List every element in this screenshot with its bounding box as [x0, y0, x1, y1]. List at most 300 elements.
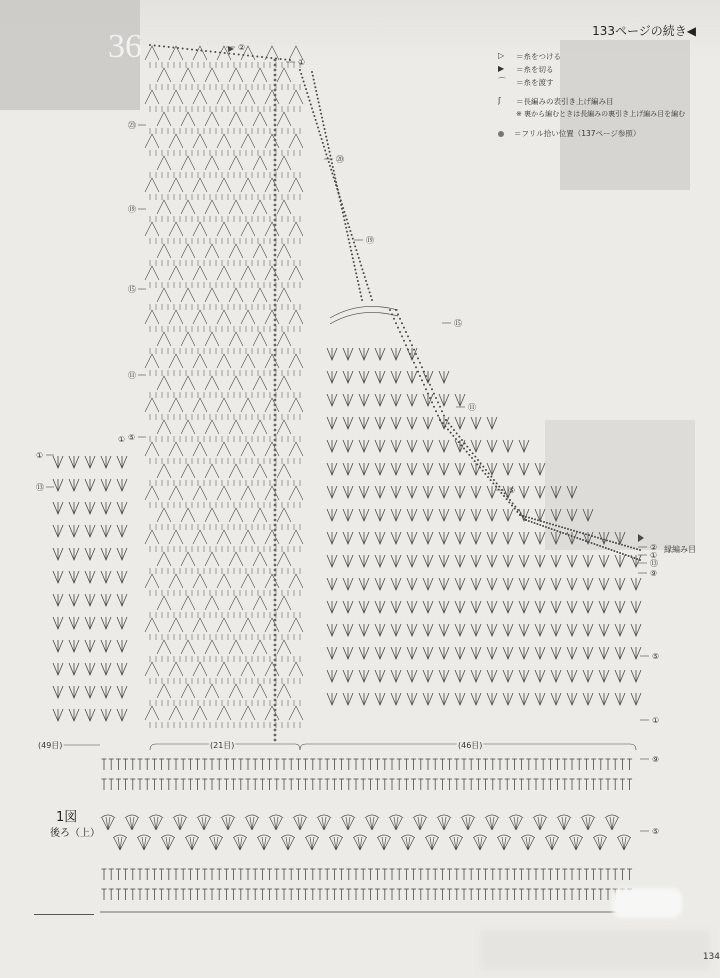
lace-diamond [181, 68, 195, 82]
lace-diamond [169, 310, 183, 324]
chain-stitch [314, 82, 316, 84]
lace-diamond [157, 200, 171, 214]
chain-stitch [177, 47, 179, 49]
shell-stitch-arc [101, 815, 115, 818]
chain-stitch [612, 541, 614, 543]
chain-stitch [314, 86, 316, 88]
lace-diamond [193, 354, 207, 368]
lace-diamond [253, 596, 267, 610]
chain-stitch [490, 479, 492, 481]
chain-stitch [324, 132, 326, 134]
chain-stitch [339, 196, 341, 198]
chain-stitch [599, 545, 601, 547]
shell-stitch-arc [305, 835, 319, 838]
frill-pickup-dot [274, 554, 277, 557]
figure-title: 1図 [56, 810, 78, 825]
chain-stitch [484, 473, 486, 475]
chain-stitch [252, 55, 254, 57]
lace-diamond [193, 398, 207, 412]
lace-diamond [229, 464, 243, 478]
lace-diamond [169, 442, 183, 456]
lace-diamond [241, 618, 255, 632]
lace-diamond [169, 618, 183, 632]
chain-stitch [559, 531, 561, 533]
shell-stitch-arc [365, 815, 379, 818]
chain-stitch [480, 462, 482, 464]
cut-yarn-icon [638, 534, 644, 542]
lace-diamond [289, 222, 303, 236]
shell-stitch [330, 837, 342, 850]
frill-pickup-dot [274, 109, 277, 112]
lace-diamond [253, 464, 267, 478]
chain-stitch [576, 531, 578, 533]
chain-stitch [570, 529, 572, 531]
page-number: 134 [702, 952, 720, 962]
frill-pickup-dot [274, 434, 277, 437]
chain-stitch [350, 250, 352, 252]
chain-stitch [306, 92, 308, 94]
chain-stitch [344, 219, 346, 221]
chain-stitch [525, 516, 527, 518]
frill-pickup-dot [274, 279, 277, 282]
chain-stitch [369, 291, 371, 293]
shell-stitch [594, 837, 606, 850]
chain-stitch [358, 284, 360, 286]
frill-pickup-dot [274, 294, 277, 297]
chain-stitch [417, 371, 419, 373]
row-marker-left: ① [118, 435, 126, 444]
chain-stitch [630, 546, 632, 548]
chain-stitch [319, 109, 321, 111]
frill-pickup-dot [274, 174, 277, 177]
frill-pickup-dot [274, 199, 277, 202]
lace-diamond [277, 684, 291, 698]
row-marker-left: ⑲ [128, 205, 136, 214]
frill-pickup-dot [274, 454, 277, 457]
lace-diamond [265, 574, 279, 588]
chain-stitch [300, 73, 302, 75]
lace-diamond [205, 68, 219, 82]
chain-stitch [487, 476, 489, 478]
row-marker-right: ② [238, 43, 246, 52]
chain-stitch [423, 384, 425, 386]
chain-stitch [407, 335, 409, 337]
chain-stitch [319, 134, 321, 136]
chain-stitch [349, 242, 351, 244]
frill-pickup-dot [274, 394, 277, 397]
lace-diamond [181, 332, 195, 346]
lace-diamond [181, 288, 195, 302]
chain-stitch [332, 166, 334, 168]
lace-diamond [157, 288, 171, 302]
count-mid: (21目) [210, 741, 235, 750]
chain-stitch [534, 518, 536, 520]
lace-diamond [289, 574, 303, 588]
chain-stitch [333, 176, 335, 178]
neck-chain [330, 306, 398, 318]
chain-stitch [431, 401, 433, 403]
shell-stitch-arc [197, 815, 211, 818]
frill-pickup-dot [274, 134, 277, 137]
row-marker-right: ⑤ [652, 652, 660, 661]
chain-stitch [546, 522, 548, 524]
chain-stitch [415, 353, 417, 355]
chain-stitch [579, 532, 581, 534]
chain-stitch [531, 521, 533, 523]
frill-pickup-dot [274, 419, 277, 422]
lace-diamond [217, 310, 231, 324]
chain-stitch [346, 231, 348, 233]
lace-diamond [289, 530, 303, 544]
chain-stitch [311, 107, 313, 109]
chain-stitch [289, 59, 291, 61]
shell-stitch-arc [413, 815, 427, 818]
legend-label: ＝フリル拾い位置（137ページ参照） [514, 128, 641, 138]
shell-stitch-arc [353, 835, 367, 838]
lace-diamond [217, 222, 231, 236]
lace-diamond [181, 684, 195, 698]
chain-stitch [531, 518, 533, 520]
lace-diamond [157, 464, 171, 478]
lace-diamond [289, 310, 303, 324]
lace-diamond [289, 486, 303, 500]
chain-stitch [568, 534, 570, 536]
lace-diamond [181, 420, 195, 434]
frill-pickup-dot [274, 374, 277, 377]
lace-diamond [253, 288, 267, 302]
lace-diamond [241, 310, 255, 324]
count-left: (49目) [38, 741, 63, 750]
frill-pickup-dot [274, 604, 277, 607]
chain-stitch [357, 253, 359, 255]
frill-pickup-dot [274, 409, 277, 412]
corner-number: 36 [108, 28, 142, 65]
chain-stitch [445, 419, 447, 421]
chain-stitch [409, 353, 411, 355]
chain-stitch [316, 123, 318, 125]
lace-diamond [145, 266, 159, 280]
chain-stitch [349, 230, 351, 232]
shell-stitch-arc [173, 815, 187, 818]
frill-pickup-dot [274, 479, 277, 482]
lace-diamond [289, 398, 303, 412]
frill-pickup-dot [274, 709, 277, 712]
chain-stitch [639, 559, 641, 561]
shell-stitch-arc [497, 835, 511, 838]
chain-stitch [468, 454, 470, 456]
lace-diamond [157, 508, 171, 522]
chain-stitch [315, 119, 317, 121]
shell-stitch-arc [137, 835, 151, 838]
lace-diamond [217, 706, 231, 720]
chain-stitch [280, 58, 282, 60]
frill-pickup-dot [274, 594, 277, 597]
shell-stitch-arc [257, 835, 271, 838]
lace-diamond [205, 376, 219, 390]
frill-pickup-dot [274, 659, 277, 662]
chain-stitch [316, 94, 318, 96]
chain-stitch [461, 439, 463, 441]
chain-stitch [337, 189, 339, 191]
lace-diamond [229, 68, 243, 82]
chain-stitch [360, 295, 362, 297]
chain-stitch [435, 410, 437, 412]
shell-stitch-arc [545, 835, 559, 838]
lace-diamond [277, 68, 291, 82]
shell-stitch [366, 817, 378, 830]
chain-stitch [323, 146, 325, 148]
chain-stitch [636, 558, 638, 560]
chain-stitch [627, 546, 629, 548]
chain-stitch [528, 517, 530, 519]
frill-pickup-dot [274, 559, 277, 562]
chain-stitch [359, 291, 361, 293]
chain-stitch [330, 169, 332, 171]
chain-stitch [477, 459, 479, 461]
chain-stitch [405, 344, 407, 346]
chain-stitch [624, 545, 626, 547]
lace-diamond [193, 90, 207, 104]
frill-pickup-dot [274, 429, 277, 432]
chain-stitch [345, 215, 347, 217]
shell-stitch [162, 837, 174, 850]
chain-stitch [318, 130, 320, 132]
chain-stitch [411, 344, 413, 346]
frill-pickup-dot [274, 644, 277, 647]
shell-stitch-arc [269, 815, 283, 818]
chain-stitch [331, 173, 333, 175]
chain-stitch [315, 90, 317, 92]
lace-diamond [265, 618, 279, 632]
lace-diamond [253, 684, 267, 698]
frill-pickup-dot [274, 69, 277, 72]
lace-diamond [277, 464, 291, 478]
lace-diamond [193, 178, 207, 192]
chain-stitch [419, 375, 421, 377]
chain-stitch [393, 318, 395, 320]
lace-diamond [229, 244, 243, 258]
chain-stitch [325, 153, 327, 155]
frill-pickup-dot [274, 119, 277, 122]
frill-pickup-dot [274, 524, 277, 527]
chain-stitch [633, 557, 635, 559]
frill-pickup-dot [274, 344, 277, 347]
lace-diamond [241, 442, 255, 456]
frill-pickup-dot [274, 239, 277, 242]
shell-stitch-arc [221, 815, 235, 818]
frill-pickup-dot [274, 364, 277, 367]
frill-pickup-dot [274, 219, 277, 222]
chain-stitch [182, 48, 184, 50]
shell-stitch [570, 837, 582, 850]
shell-stitch [102, 817, 114, 830]
lace-diamond [217, 662, 231, 676]
frill-pickup-dot [274, 254, 277, 257]
shell-stitch-arc [521, 835, 535, 838]
frill-pickup-dot [274, 669, 277, 672]
frill-pickup-dot [274, 79, 277, 82]
chain-stitch [613, 550, 615, 552]
lace-diamond [217, 134, 231, 148]
legend-label: ＝糸を切る [516, 64, 554, 74]
shell-stitch [390, 817, 402, 830]
chain-stitch [512, 502, 514, 504]
chain-stitch [307, 96, 309, 98]
chain-stitch [370, 295, 372, 297]
lace-diamond [157, 156, 171, 170]
lace-diamond [265, 134, 279, 148]
frill-pickup-dot [274, 729, 277, 732]
lace-diamond [145, 90, 159, 104]
chain-stitch [630, 556, 632, 558]
lace-diamond [229, 508, 243, 522]
chain-stitch [545, 526, 547, 528]
chain-stitch [329, 165, 331, 167]
frill-pickup-dot [274, 674, 277, 677]
shell-stitch [282, 837, 294, 850]
lace-diamond [205, 640, 219, 654]
chain-stitch [425, 388, 427, 390]
shell-stitch-arc [569, 835, 583, 838]
frill-pickup-dot [274, 149, 277, 152]
frill-pickup-dot [274, 634, 277, 637]
lace-diamond [145, 662, 159, 676]
lace-diamond [289, 662, 303, 676]
chain-stitch [474, 460, 476, 462]
lace-diamond [217, 354, 231, 368]
chain-stitch [323, 124, 325, 126]
chain-stitch [403, 340, 405, 342]
shell-stitch-arc [581, 815, 595, 818]
frill-pickup-dot [274, 449, 277, 452]
chain-stitch [322, 142, 324, 144]
frill-pickup-dot [274, 464, 277, 467]
lace-diamond [265, 442, 279, 456]
figure-subtitle: 後ろ（上） [50, 828, 100, 839]
frill-pickup-dot [274, 509, 277, 512]
shell-stitch [234, 837, 246, 850]
lace-diamond [253, 552, 267, 566]
lace-diamond [145, 222, 159, 236]
lace-diamond [157, 244, 171, 258]
chain-stitch [439, 406, 441, 408]
lace-diamond [181, 552, 195, 566]
frill-pickup-dot [274, 624, 277, 627]
lace-diamond [205, 684, 219, 698]
chain-stitch [423, 371, 425, 373]
frill-pickup-dot [274, 159, 277, 162]
chain-stitch [585, 540, 587, 542]
chain-stitch [322, 120, 324, 122]
lace-diamond [277, 288, 291, 302]
lace-diamond [277, 200, 291, 214]
chain-stitch [200, 50, 202, 52]
lace-diamond [253, 68, 267, 82]
row-marker-right: ⑤ [652, 827, 660, 836]
frill-pickup-dot [274, 574, 277, 577]
frill-pickup-dot [274, 439, 277, 442]
frill-pickup-dot [274, 229, 277, 232]
shell-stitch-arc [125, 815, 139, 818]
lace-diamond [265, 222, 279, 236]
chain-stitch [456, 432, 458, 434]
chain-stitch [346, 219, 348, 221]
lace-diamond [169, 530, 183, 544]
chain-stitch [618, 543, 620, 545]
lace-diamond [289, 134, 303, 148]
chain-stitch [576, 537, 578, 539]
row-marker-right: ② [650, 543, 658, 552]
lace-diamond [193, 662, 207, 676]
lace-diamond [265, 530, 279, 544]
lace-diamond [157, 112, 171, 126]
lace-diamond [145, 46, 159, 60]
frill-pickup-dot [274, 684, 277, 687]
shell-stitch-arc [401, 835, 415, 838]
frill-pickup-dot [274, 264, 277, 267]
frill-pickup-dot [274, 64, 277, 67]
lace-diamond [169, 222, 183, 236]
chain-stitch [466, 451, 468, 453]
chain-stitch [363, 272, 365, 274]
frill-pickup-dot [274, 499, 277, 502]
chain-stitch [514, 506, 516, 508]
shell-stitch [414, 817, 426, 830]
lace-diamond [193, 310, 207, 324]
lace-diamond [229, 596, 243, 610]
chain-stitch [639, 549, 641, 551]
chain-stitch [536, 523, 538, 525]
chain-stitch [591, 542, 593, 544]
lace-diamond [241, 486, 255, 500]
frill-pickup-dot [274, 694, 277, 697]
lace-diamond [145, 134, 159, 148]
lace-diamond [277, 640, 291, 654]
lace-diamond [241, 134, 255, 148]
row-marker-right: ⑨ [650, 569, 658, 578]
chain-stitch [205, 50, 207, 52]
chain-stitch [495, 486, 497, 488]
shell-stitch-arc [113, 835, 127, 838]
chain-stitch [562, 532, 564, 534]
chain-stitch [256, 56, 258, 58]
chain-stitch [338, 193, 340, 195]
chain-stitch [443, 415, 445, 417]
frill-pickup-dot [274, 324, 277, 327]
lace-diamond [157, 552, 171, 566]
chain-stitch [312, 111, 314, 113]
chain-stitch [352, 238, 354, 240]
chain-stitch [588, 534, 590, 536]
chain-stitch [247, 55, 249, 57]
chain-stitch [359, 288, 361, 290]
chain-stitch [579, 538, 581, 540]
chain-stitch [558, 525, 560, 527]
chain-stitch [353, 261, 355, 263]
chain-stitch [476, 463, 478, 465]
frill-pickup-dot [274, 679, 277, 682]
lace-diamond [217, 530, 231, 544]
frill-pickup-dot [274, 354, 277, 357]
lace-diamond [193, 46, 207, 60]
frill-pickup-dot [274, 299, 277, 302]
lace-diamond [193, 574, 207, 588]
chain-stitch [525, 519, 527, 521]
frill-pickup-dot [274, 724, 277, 727]
chain-stitch [503, 495, 505, 497]
chain-stitch [448, 422, 450, 424]
chain-stitch [458, 441, 460, 443]
